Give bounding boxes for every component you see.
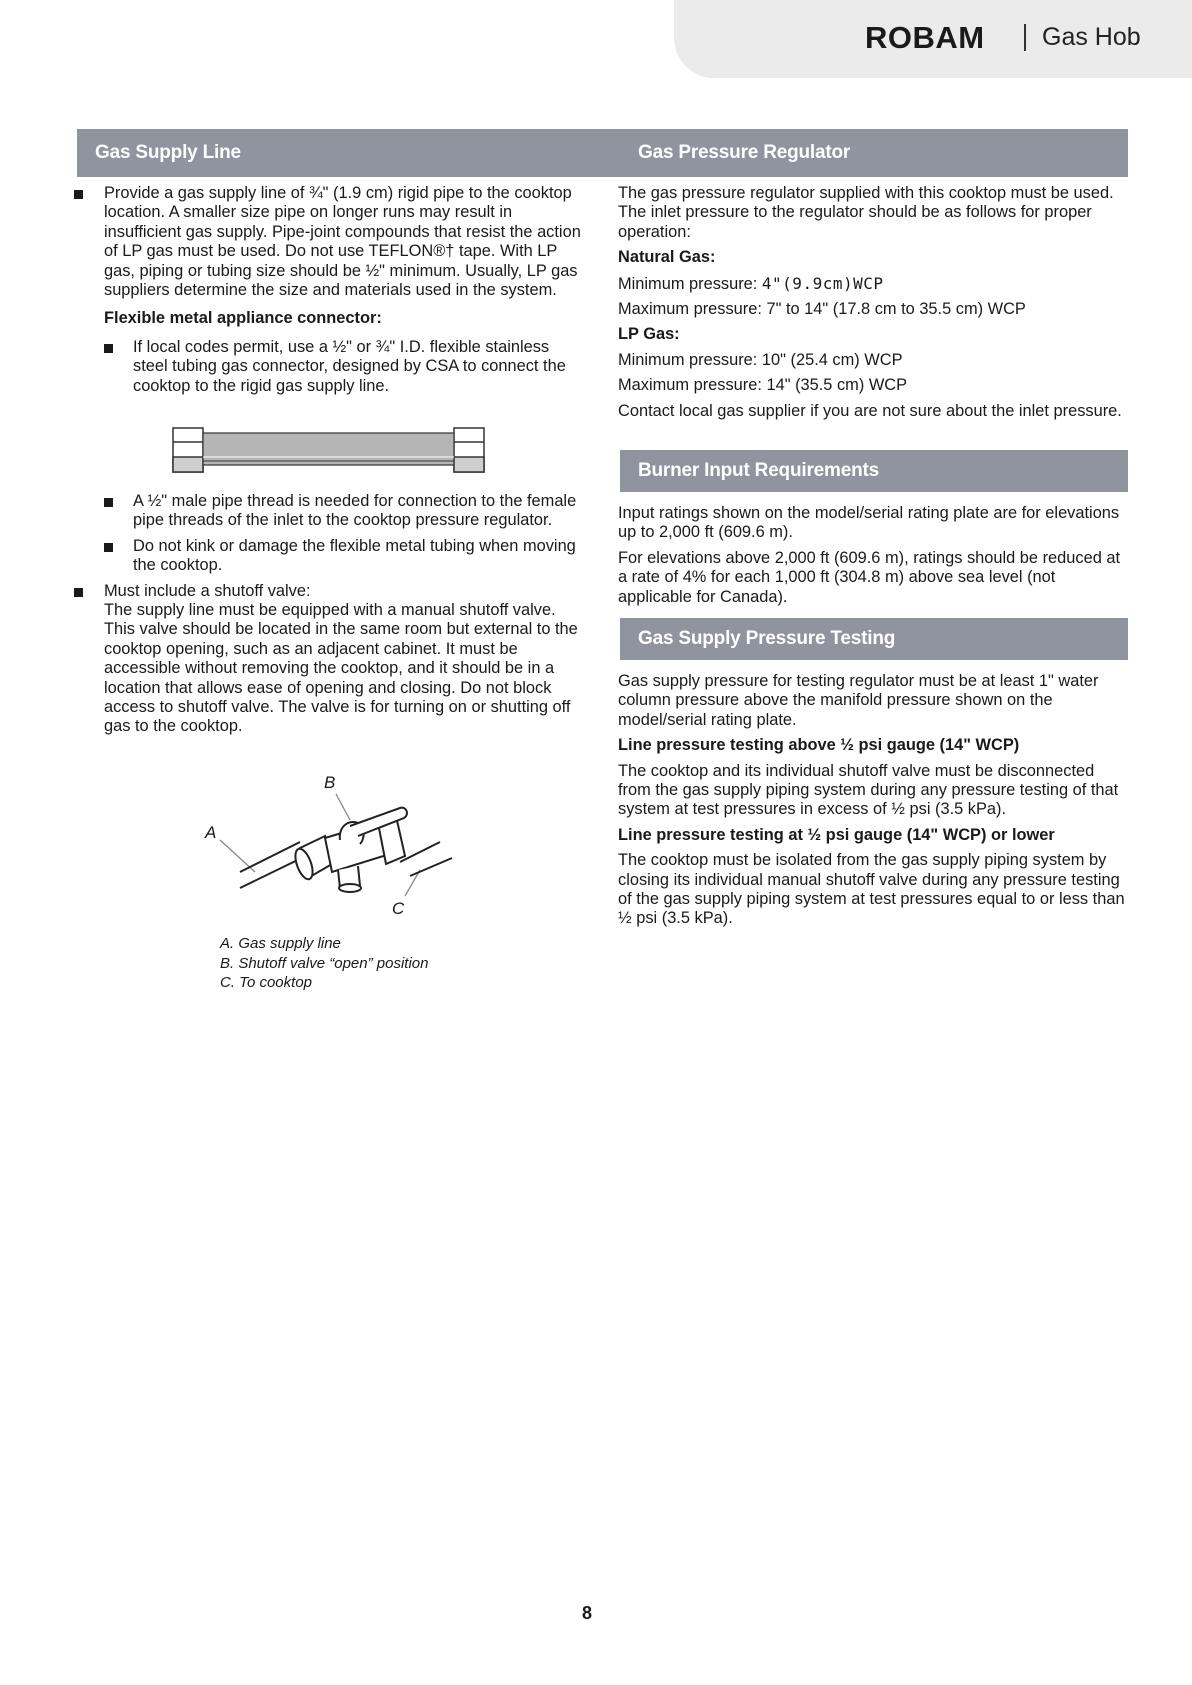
figure-label-a: A bbox=[205, 823, 217, 842]
bullet-square bbox=[104, 344, 113, 353]
caption-c: C. To cooktop bbox=[220, 974, 312, 991]
natural-min-value: 4"(9.9cm)WCP bbox=[761, 273, 884, 293]
shutoff-valve-bullet bbox=[104, 582, 584, 737]
testing-section bbox=[618, 672, 1128, 935]
header-divider bbox=[1024, 24, 1026, 51]
connector-sub-3: Do not kink or damage the flexible metal tubing when moving the cooktop. bbox=[133, 536, 576, 575]
regulator-section bbox=[618, 184, 1128, 427]
bullet-square bbox=[74, 190, 83, 199]
natural-gas-label: Natural Gas: bbox=[618, 248, 716, 267]
burner-p2: For elevations above 2,000 ft (609.6 m), ratings should be reduced at a rate of 4% for each 1,000 ft (304.8 m) above sea level (not applicable for Canada). bbox=[618, 548, 1121, 606]
contact-supplier: Contact local gas supplier if you are not sure about the inlet pressure. bbox=[618, 401, 1122, 420]
burner-section bbox=[618, 504, 1128, 613]
figure-label-b: B bbox=[324, 773, 336, 792]
connector-sub-2: A ½" male pipe thread is needed for connection to the female pipe threads of the inlet to the cooktop pressure regulator. bbox=[133, 492, 577, 530]
pressure-testing-heading: Gas Supply Pressure Testing bbox=[620, 618, 1128, 660]
figure-label-c: C bbox=[392, 899, 405, 918]
bullet-square bbox=[104, 498, 113, 507]
connector-sub-item bbox=[104, 537, 584, 576]
shutoff-valve-body: The supply line must be equipped with a manual shutoff valve. This valve should be located in the same room but external to the cooktop opening, such as an adjacent cabinet. It must be accessible without removing the cooktop, and it should be in a location that allows ease of opening and closing. Do not block access to shutoff valve. The valve is for turning on or shutting off gas to the cooktop. bbox=[104, 601, 578, 736]
bullet-square bbox=[104, 543, 113, 552]
caption-a: A. Gas supply line bbox=[220, 935, 341, 952]
supply-line-bullet: Provide a gas supply line of ¾" (1.9 cm) rigid pipe to the cooktop location. A smaller size pipe on longer runs may result in insufficient gas supply. Pipe-joint compounds that resist the action of LP gas must be used. Do not use TEFLON®† tape. With LP gas, piping or tubing size should be ½" minimum. Usually, LP gas suppliers determine the size and materials used in the system. bbox=[104, 184, 581, 300]
flexible-connector-illustration bbox=[172, 427, 486, 475]
connector-heading: Flexible metal appliance connector: bbox=[104, 309, 382, 328]
gas-pressure-regulator-heading: Gas Pressure Regulator bbox=[620, 129, 1128, 177]
burner-p1: Input ratings shown on the model/serial rating plate are for elevations up to 2,000 ft (609.6 m). bbox=[618, 504, 1120, 542]
product-name: Gas Hob bbox=[1042, 23, 1141, 51]
lp-max-pressure: Maximum pressure: 14" (35.5 cm) WCP bbox=[618, 376, 908, 395]
lp-min-pressure: Minimum pressure: 10" (25.4 cm) WCP bbox=[618, 350, 903, 369]
figure-caption bbox=[220, 934, 428, 993]
testing-p1: Gas supply pressure for testing regulator must be at least 1" water column pressure above the manifold pressure shown on the model/serial rating plate. bbox=[618, 672, 1099, 729]
testing-sub1-heading: Line pressure testing above ½ psi gauge (14" WCP) bbox=[618, 736, 1020, 755]
testing-sub2-heading: Line pressure testing at ½ psi gauge (14" WCP) or lower bbox=[618, 825, 1055, 844]
left-column-continued bbox=[104, 492, 584, 743]
brand-logo: ROBAM bbox=[865, 20, 985, 55]
gas-supply-line-heading: Gas Supply Line bbox=[77, 129, 621, 177]
testing-sub1-body: The cooktop and its individual shutoff valve must be disconnected from the gas supply piping system during any pressure testing of that system at test pressures in excess of ½ psi (3.5 kPa). bbox=[618, 761, 1119, 819]
connector-sub-item bbox=[104, 492, 584, 531]
shutoff-valve-illustration bbox=[200, 768, 460, 918]
regulator-intro: The gas pressure regulator supplied with this cooktop must be used. The inlet pressure to the regulator should be as follows for proper operation: bbox=[618, 184, 1114, 241]
natural-min-pressure bbox=[618, 274, 1128, 294]
bullet-square bbox=[74, 588, 83, 597]
connector-sub-item bbox=[104, 338, 584, 396]
left-column bbox=[104, 184, 584, 402]
burner-input-heading: Burner Input Requirements bbox=[620, 450, 1128, 492]
natural-min-label: Minimum pressure: bbox=[618, 274, 762, 293]
natural-max-pressure: Maximum pressure: 7" to 14" (17.8 cm to 35.5 cm) WCP bbox=[618, 300, 1026, 319]
page-number: 8 bbox=[582, 1603, 593, 1623]
connector-sub-1: If local codes permit, use a ½" or ¾" I.D. flexible stainless steel tubing gas connector, designed by CSA to connect the cooktop to the rigid gas supply line. bbox=[133, 337, 566, 395]
caption-b: B. Shutoff valve “open” position bbox=[220, 954, 429, 972]
lp-gas-label: LP Gas: bbox=[618, 325, 680, 344]
shutoff-valve-title: Must include a shutoff valve: bbox=[104, 581, 311, 600]
testing-sub2-body: The cooktop must be isolated from the gas supply piping system by closing its individual manual shutoff valve during any pressure testing of the gas supply piping system at test pressures equal to or less than ½ psi (3.5 kPa). bbox=[618, 851, 1125, 928]
